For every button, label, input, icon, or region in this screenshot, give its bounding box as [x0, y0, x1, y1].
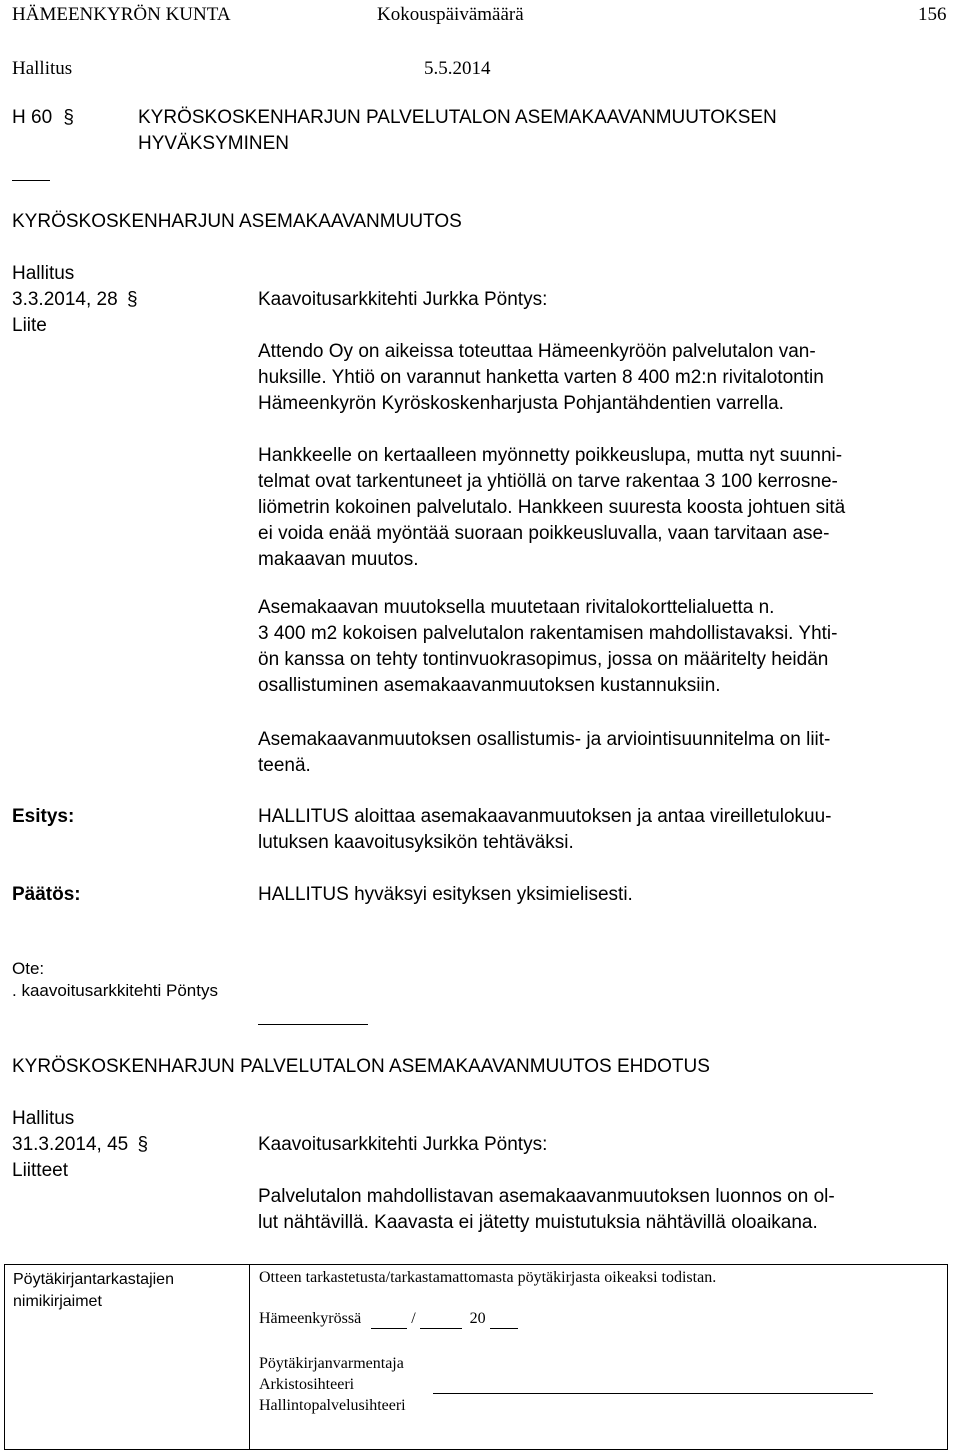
place-date-line — [259, 1310, 518, 1329]
subsection2-date-text: 31.3.2014, 45 — [12, 1134, 129, 1155]
text-line: 3 400 m2 kokoisen palvelutalon rakentamisen mahdollistavaksi. Yhti- — [258, 623, 838, 644]
text-line: Hämeenkyrön Kyröskoskenharjusta Pohjantähdentien varrella. — [258, 393, 784, 414]
proposal-label: Esitys: — [12, 806, 75, 827]
signature-line — [433, 1393, 873, 1394]
decision-label: Päätös: — [12, 884, 81, 905]
text-line: teenä. — [258, 755, 311, 776]
day-blank — [371, 1310, 407, 1329]
certification-box — [4, 1264, 948, 1450]
excerpt-label: Ote: — [12, 959, 45, 978]
place-name: Hämeenkyrössä — [259, 1310, 362, 1327]
subsection1-paragraph-2 — [258, 443, 948, 573]
subsection2-paragraph-1 — [258, 1184, 948, 1236]
decision-text: HALLITUS hyväksyi esityksen yksimielisesti. — [258, 884, 633, 905]
proposal-text — [258, 804, 948, 856]
subsection1-paragraph-4 — [258, 727, 948, 779]
municipality-name: HÄMEENKYRÖN KUNTA — [12, 4, 231, 25]
text-line: lutuksen kaavoitusyksikön tehtäväksi. — [258, 832, 574, 853]
subsection1-meta-date — [12, 287, 138, 313]
meeting-date-label: Kokouspäivämäärä — [377, 4, 524, 25]
subsection2-meta-date — [12, 1132, 148, 1158]
subsection2-presenter: Kaavoitusarkkitehti Jurkka Pöntys: — [258, 1134, 548, 1155]
para-sign: § — [137, 1134, 149, 1155]
role-line: Hallintopalvelusihteeri — [259, 1397, 406, 1414]
text-line: Hankkeelle on kertaalleen myönnetty poikkeuslupa, mutta nyt suunni- — [258, 445, 843, 466]
year-prefix: 20 — [469, 1310, 486, 1327]
excerpt-recipient: . kaavoitusarkkitehti Pöntys — [12, 981, 218, 1000]
text-line: nimikirjaimet — [13, 1293, 102, 1310]
subsection2-heading: KYRÖSKOSKENHARJUN PALVELUTALON ASEMAKAAVANMUUTOS EHDOTUS — [12, 1056, 710, 1077]
year-blank — [490, 1310, 518, 1329]
text-line: huksille. Yhtiö on varannut hanketta varten 8 400 m2:n rivitalotontin — [258, 367, 824, 388]
section-title-line2: HYVÄKSYMINEN — [138, 133, 289, 154]
text-line: makaavan muutos. — [258, 549, 419, 570]
para-sign: § — [63, 107, 74, 128]
page-number: 156 — [918, 4, 947, 25]
separator-short — [12, 180, 50, 181]
text-line: Asemakaavan muutoksella muutetaan rivitalokorttelialuetta n. — [258, 597, 775, 618]
section-title-line1: KYRÖSKOSKENHARJUN PALVELUTALON ASEMAKAAVANMUUTOKSEN — [138, 107, 777, 128]
para-sign: § — [126, 289, 138, 310]
text-line: Attendo Oy on aikeissa toteuttaa Hämeenkyröön palvelutalon van- — [258, 341, 816, 362]
subsection2-meta-body: Hallitus — [12, 1108, 75, 1129]
certification-text: Otteen tarkastetusta/tarkastamattomasta pöytäkirjasta oikeaksi todistan. — [259, 1269, 717, 1286]
text-line: HALLITUS aloittaa asemakaavanmuutoksen ja antaa vireilletulokuu- — [258, 806, 832, 827]
role-line: Arkistosihteeri — [259, 1376, 355, 1393]
subsection1-paragraph-3 — [258, 595, 948, 699]
role-line: Pöytäkirjanvarmentaja — [259, 1355, 404, 1372]
text-line: liömetrin kokoinen palvelutalo. Hankkeen suuresta koosta johtuen sitä — [258, 497, 846, 518]
subsection1-presenter: Kaavoitusarkkitehti Jurkka Pöntys: — [258, 289, 548, 310]
section-number — [12, 105, 74, 131]
subsection1-heading: KYRÖSKOSKENHARJUN ASEMAKAAVANMUUTOS — [12, 211, 462, 232]
section-number-text: H 60 — [12, 107, 53, 128]
subsection1-meta-attachment: Liite — [12, 315, 47, 336]
subsection2-meta-attachments: Liitteet — [12, 1160, 68, 1181]
text-line: ei voida enää myöntää suoraan poikkeusluvalla, vaan tarvitaan ase- — [258, 523, 830, 544]
meeting-body: Hallitus — [12, 58, 73, 79]
text-line: Pöytäkirjantarkastajien — [13, 1271, 174, 1288]
text-line: Palvelutalon mahdollistavan asemakaavanmuutoksen luonnos on ol- — [258, 1186, 835, 1207]
text-line: ön kanssa on tehty tontinvuokrasopimus, jossa on määritelty heidän — [258, 649, 829, 670]
text-line: telmat ovat tarkentuneet ja yhtiöllä on tarve rakentaa 3 100 kerrosne- — [258, 471, 838, 492]
text-line: lut nähtävillä. Kaavasta ei jätetty muistutuksia nähtävillä oloaikana. — [258, 1212, 818, 1233]
separator-line — [258, 1024, 368, 1025]
text-line: osallistuminen asemakaavanmuutoksen kustannuksiin. — [258, 675, 721, 696]
subsection1-date-text: 3.3.2014, 28 — [12, 289, 118, 310]
box-divider — [249, 1265, 250, 1449]
signatory-roles — [259, 1353, 406, 1416]
date-separator: / — [411, 1310, 416, 1327]
subsection1-paragraph-1 — [258, 339, 948, 417]
month-blank — [420, 1310, 462, 1329]
text-line: Asemakaavanmuutoksen osallistumis- ja arviointisuunnitelma on liit- — [258, 729, 831, 750]
inspectors-initials-label — [13, 1269, 174, 1313]
meeting-date: 5.5.2014 — [424, 58, 491, 79]
subsection1-meta-body: Hallitus — [12, 263, 75, 284]
